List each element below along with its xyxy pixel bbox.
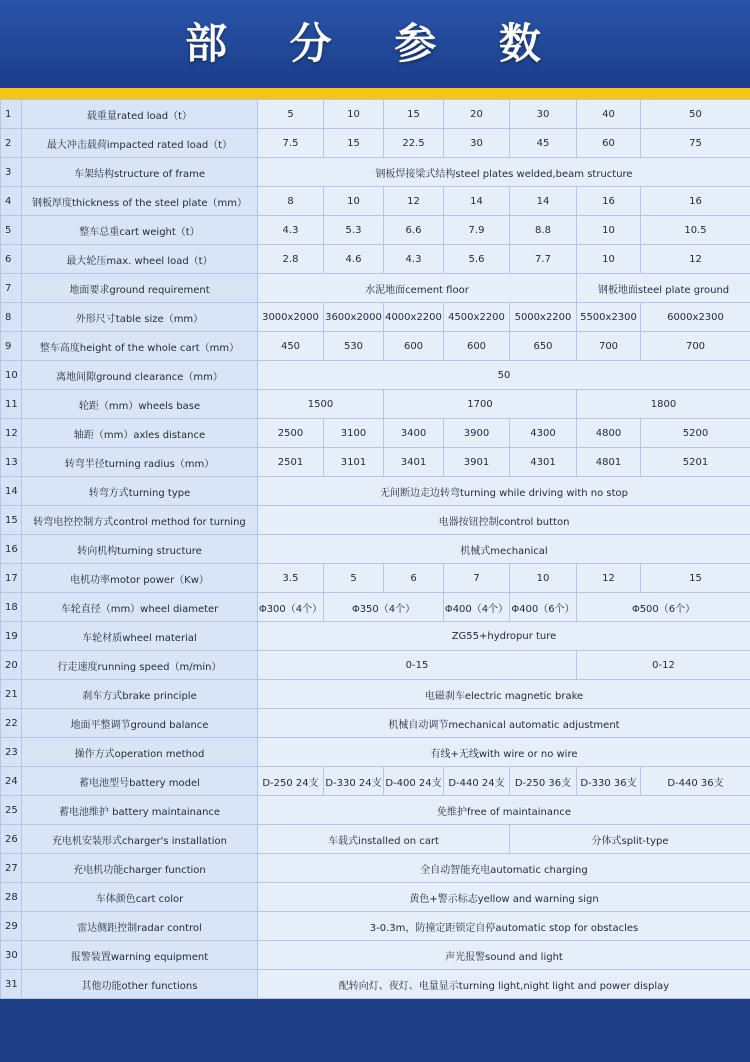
parameter-value: 700 (577, 332, 641, 361)
parameter-value: 4.6 (324, 245, 384, 274)
row-number: 10 (1, 361, 22, 390)
parameter-value: 7.9 (444, 216, 510, 245)
parameter-name: 操作方式operation method (22, 738, 258, 767)
parameter-value: D-250 24支 (258, 767, 324, 796)
parameter-name: 轮距（mm）wheels base (22, 390, 258, 419)
parameter-value: Φ400（4个） (444, 593, 510, 622)
parameter-name: 转弯半径turning radius（mm） (22, 448, 258, 477)
parameter-value: 钢板地面steel plate ground (577, 274, 750, 303)
parameter-value: 10 (510, 564, 577, 593)
parameter-value: 5 (258, 100, 324, 129)
parameter-name: 最大轮压max. wheel load（t） (22, 245, 258, 274)
parameter-name: 载重量rated load（t） (22, 100, 258, 129)
parameter-value: 8.8 (510, 216, 577, 245)
parameter-value: 15 (384, 100, 444, 129)
parameter-value: 2501 (258, 448, 324, 477)
row-number: 21 (1, 680, 22, 709)
parameter-value: 4.3 (258, 216, 324, 245)
row-number: 4 (1, 187, 22, 216)
parameter-name: 蓄电池型号battery model (22, 767, 258, 796)
parameter-value: 3101 (324, 448, 384, 477)
parameter-value: 5500x2300 (577, 303, 641, 332)
parameter-name: 电机功率motor power（Kw） (22, 564, 258, 593)
parameter-name: 报警装置warning equipment (22, 941, 258, 970)
parameter-value: 700 (641, 332, 750, 361)
parameter-name: 最大冲击载荷impacted rated load（t） (22, 129, 258, 158)
parameter-value: 4500x2200 (444, 303, 510, 332)
parameter-value: 6 (384, 564, 444, 593)
parameter-value: 10 (577, 216, 641, 245)
row-number: 14 (1, 477, 22, 506)
table-row (1, 738, 750, 767)
parameter-value: 10 (577, 245, 641, 274)
parameter-value: 45 (510, 129, 577, 158)
parameter-value: 机械式mechanical (258, 535, 750, 564)
table-row (1, 419, 750, 448)
row-number: 22 (1, 709, 22, 738)
parameter-name: 转弯方式turning type (22, 477, 258, 506)
table-row (1, 332, 750, 361)
table-row (1, 245, 750, 274)
parameter-value: 4800 (577, 419, 641, 448)
parameter-value: 650 (510, 332, 577, 361)
table-row (1, 941, 750, 970)
parameter-value: 电磁刹车electric magnetic brake (258, 680, 750, 709)
parameter-name: 地面要求ground requirement (22, 274, 258, 303)
parameter-value: 3600x2000 (324, 303, 384, 332)
parameter-value: 5.6 (444, 245, 510, 274)
parameter-value: 2.8 (258, 245, 324, 274)
parameter-name: 车体颜色cart color (22, 883, 258, 912)
parameter-value: 600 (444, 332, 510, 361)
parameter-value: 450 (258, 332, 324, 361)
table-row (1, 622, 750, 651)
parameter-value: 10.5 (641, 216, 750, 245)
parameter-name: 整车总重cart weight（t） (22, 216, 258, 245)
parameter-value: 14 (444, 187, 510, 216)
parameter-value: 3401 (384, 448, 444, 477)
parameter-value: 10 (324, 187, 384, 216)
parameter-name: 转向机构turning structure (22, 535, 258, 564)
row-number: 13 (1, 448, 22, 477)
parameter-value: 4000x2200 (384, 303, 444, 332)
parameter-name: 车轮直径（mm）wheel diameter (22, 593, 258, 622)
row-number: 3 (1, 158, 22, 187)
parameter-value: 1500 (258, 390, 384, 419)
parameter-name: 其他功能other functions (22, 970, 258, 999)
table-row (1, 448, 750, 477)
parameter-value: Φ400（6个） (510, 593, 577, 622)
parameter-value: 0-15 (258, 651, 577, 680)
table-row (1, 970, 750, 999)
parameter-value: 8 (258, 187, 324, 216)
row-number: 5 (1, 216, 22, 245)
parameter-value: 5.3 (324, 216, 384, 245)
row-number: 19 (1, 622, 22, 651)
table-row (1, 825, 750, 854)
row-number: 8 (1, 303, 22, 332)
table-row (1, 506, 750, 535)
parameter-value: 5200 (641, 419, 750, 448)
table-row (1, 390, 750, 419)
parameter-name: 充电机安装形式charger's installation (22, 825, 258, 854)
parameter-value: 530 (324, 332, 384, 361)
parameter-value: D-330 24支 (324, 767, 384, 796)
parameter-value: D-440 24支 (444, 767, 510, 796)
table-row (1, 303, 750, 332)
table-row (1, 912, 750, 941)
table-row (1, 883, 750, 912)
parameter-name: 钢板厚度thickness of the steel plate（mm） (22, 187, 258, 216)
table-row (1, 216, 750, 245)
parameter-value: 3901 (444, 448, 510, 477)
parameter-value: 有线+无线with wire or no wire (258, 738, 750, 767)
parameter-name: 雷达侧距控制radar control (22, 912, 258, 941)
parameter-value: 4301 (510, 448, 577, 477)
parameter-value: 0-12 (577, 651, 750, 680)
parameter-value: 分体式split-type (510, 825, 750, 854)
parameter-value: 7.5 (258, 129, 324, 158)
parameter-value: Φ500（6个） (577, 593, 750, 622)
table-row (1, 593, 750, 622)
table-row (1, 767, 750, 796)
parameter-value: 30 (444, 129, 510, 158)
parameter-value: 15 (641, 564, 750, 593)
parameter-value: 黄色+警示标志yellow and warning sign (258, 883, 750, 912)
parameter-value: 电器按钮控制control button (258, 506, 750, 535)
page-title: 部 分 参 数 (185, 19, 565, 68)
spec-table (0, 99, 750, 999)
row-number: 9 (1, 332, 22, 361)
parameter-value: 声光报警sound and light (258, 941, 750, 970)
parameter-value: 2500 (258, 419, 324, 448)
parameter-value: 机械自动调节mechanical automatic adjustment (258, 709, 750, 738)
parameter-value: 4300 (510, 419, 577, 448)
parameter-name: 蓄电池维护 battery maintainance (22, 796, 258, 825)
table-row (1, 854, 750, 883)
table-row (1, 158, 750, 187)
parameter-value: 50 (258, 361, 750, 390)
parameter-value: 50 (641, 100, 750, 129)
parameter-value: 60 (577, 129, 641, 158)
spec-table-body (1, 100, 750, 999)
parameter-name: 车架结构structure of frame (22, 158, 258, 187)
row-number: 6 (1, 245, 22, 274)
parameter-value: 40 (577, 100, 641, 129)
parameter-value: 16 (641, 187, 750, 216)
parameter-value: 3100 (324, 419, 384, 448)
row-number: 16 (1, 535, 22, 564)
parameter-name: 整车高度height of the whole cart（mm） (22, 332, 258, 361)
table-row (1, 535, 750, 564)
table-row (1, 100, 750, 129)
row-number: 27 (1, 854, 22, 883)
parameter-name: 外形尺寸table size（mm） (22, 303, 258, 332)
header-banner (0, 0, 750, 88)
parameter-value: 12 (577, 564, 641, 593)
table-row (1, 274, 750, 303)
table-row (1, 129, 750, 158)
parameter-value: 20 (444, 100, 510, 129)
row-number: 31 (1, 970, 22, 999)
parameter-value: 全自动智能充电automatic charging (258, 854, 750, 883)
table-row (1, 187, 750, 216)
parameter-value: 12 (384, 187, 444, 216)
parameter-value: 75 (641, 129, 750, 158)
row-number: 20 (1, 651, 22, 680)
parameter-name: 刹车方式brake principle (22, 680, 258, 709)
parameter-value: 3000x2000 (258, 303, 324, 332)
parameter-value: 免维护free of maintainance (258, 796, 750, 825)
parameter-value: D-400 24支 (384, 767, 444, 796)
parameter-value: 7 (444, 564, 510, 593)
parameter-name: 车轮材质wheel material (22, 622, 258, 651)
parameter-value: 14 (510, 187, 577, 216)
parameter-value: 4801 (577, 448, 641, 477)
parameter-name: 充电机功能charger function (22, 854, 258, 883)
row-number: 28 (1, 883, 22, 912)
table-row (1, 709, 750, 738)
parameter-value: Φ350（4个） (324, 593, 444, 622)
parameter-value: 10 (324, 100, 384, 129)
parameter-value: 15 (324, 129, 384, 158)
parameter-value: 22.5 (384, 129, 444, 158)
footer-band (0, 1029, 750, 1062)
parameter-value: 1800 (577, 390, 750, 419)
row-number: 17 (1, 564, 22, 593)
parameter-value: 6.6 (384, 216, 444, 245)
parameter-value: 车载式installed on cart (258, 825, 510, 854)
row-number: 2 (1, 129, 22, 158)
parameter-value: D-440 36支 (641, 767, 750, 796)
parameter-value: 3400 (384, 419, 444, 448)
parameter-value: 600 (384, 332, 444, 361)
table-row (1, 564, 750, 593)
row-number: 18 (1, 593, 22, 622)
parameter-value: 30 (510, 100, 577, 129)
row-number: 15 (1, 506, 22, 535)
table-row (1, 361, 750, 390)
parameter-value: 12 (641, 245, 750, 274)
spec-table-wrapper (0, 99, 750, 999)
row-number: 24 (1, 767, 22, 796)
parameter-value: 16 (577, 187, 641, 216)
parameter-value: ZG55+hydropur ture (258, 622, 750, 651)
parameter-value: 3.5 (258, 564, 324, 593)
parameter-value: 6000x2300 (641, 303, 750, 332)
table-row (1, 651, 750, 680)
parameter-value: Φ300（4个） (258, 593, 324, 622)
parameter-value: D-250 36支 (510, 767, 577, 796)
parameter-value: 1700 (384, 390, 577, 419)
parameter-value: 3-0.3m，防撞定距锁定自停automatic stop for obstacles (258, 912, 750, 941)
parameter-value: 5 (324, 564, 384, 593)
row-number: 29 (1, 912, 22, 941)
parameter-name: 地面平整调节ground balance (22, 709, 258, 738)
parameter-value: 5201 (641, 448, 750, 477)
parameter-name: 轴距（mm）axles distance (22, 419, 258, 448)
parameter-value: 4.3 (384, 245, 444, 274)
row-number: 30 (1, 941, 22, 970)
row-number: 26 (1, 825, 22, 854)
row-number: 23 (1, 738, 22, 767)
row-number: 12 (1, 419, 22, 448)
parameter-name: 转弯电控控制方式control method for turning (22, 506, 258, 535)
parameter-value: 钢板焊接梁式结构steel plates welded,beam structure (258, 158, 750, 187)
parameter-value: 无间断边走边转弯turning while driving with no stop (258, 477, 750, 506)
parameter-value: D-330 36支 (577, 767, 641, 796)
row-number: 1 (1, 100, 22, 129)
table-row (1, 796, 750, 825)
parameter-value: 7.7 (510, 245, 577, 274)
table-row (1, 477, 750, 506)
table-row (1, 680, 750, 709)
yellow-divider (0, 88, 750, 99)
parameter-name: 离地间隙ground clearance（mm） (22, 361, 258, 390)
parameter-value: 3900 (444, 419, 510, 448)
row-number: 7 (1, 274, 22, 303)
parameter-name: 行走速度running speed（m/min） (22, 651, 258, 680)
row-number: 25 (1, 796, 22, 825)
parameter-value: 配转向灯、夜灯、电量显示turning light,night light and power display (258, 970, 750, 999)
parameter-value: 5000x2200 (510, 303, 577, 332)
row-number: 11 (1, 390, 22, 419)
parameter-value: 水泥地面cement floor (258, 274, 577, 303)
